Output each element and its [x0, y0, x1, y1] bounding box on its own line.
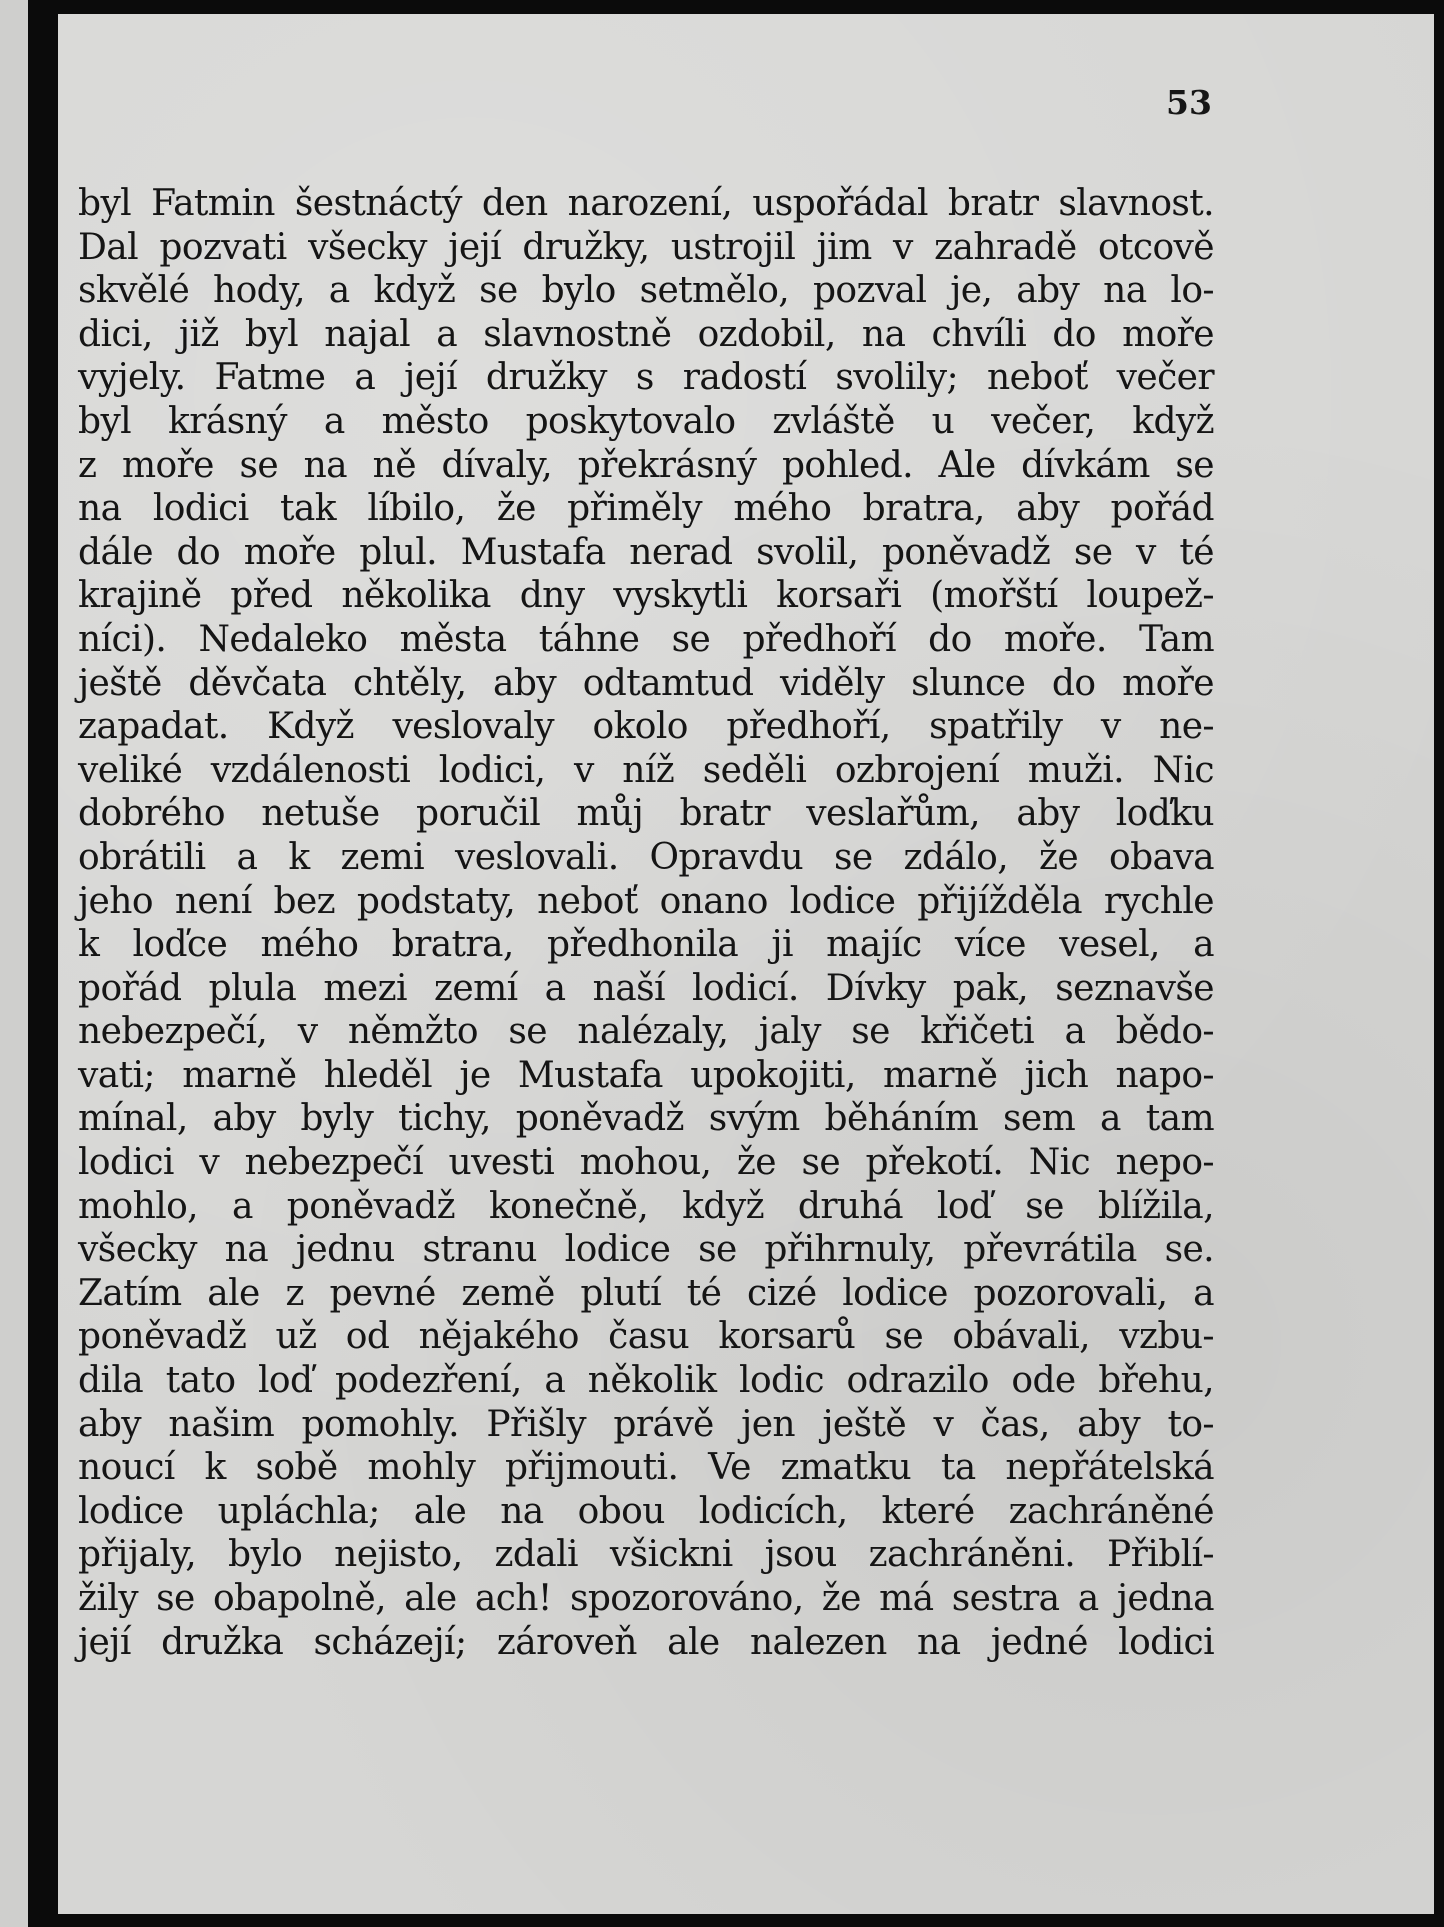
text-line: jeho není bez podstaty, neboť onano lodice přijížděla rychle: [78, 880, 1214, 922]
text-line: lodice upláchla; ale na obou lodicích, které zachráněné: [78, 1490, 1214, 1532]
text-line: dila tato loď podezření, a několik lodic odrazilo ode břehu,: [78, 1360, 1214, 1402]
text-line: mínal, aby byly tichy, poněvadž svým běháním sem a tam: [78, 1098, 1214, 1140]
text-line: Zatím ale z pevné země plutí té cizé lodice pozorovali, a: [78, 1272, 1214, 1314]
text-line: ještě děvčata chtěly, aby odtamtud viděly slunce do moře: [78, 662, 1214, 704]
text-line: na lodici tak líbilo, že přiměly mého bratra, aby pořád: [78, 488, 1214, 530]
text-line: přijaly, bylo nejisto, zdali všickni jsou zachráněni. Přiblí-: [78, 1534, 1214, 1576]
text-line: poněvadž už od nějakého času korsarů se obávali, vzbu-: [78, 1316, 1214, 1358]
text-line: aby našim pomohly. Přišly právě jen ještě v čas, aby to-: [78, 1403, 1214, 1445]
text-line: dici, již byl najal a slavnostně ozdobil, na chvíli do moře: [78, 313, 1214, 355]
book-page: [58, 14, 1434, 1914]
page-number: 53: [1166, 83, 1212, 122]
text-line: skvělé hody, a když se bylo setmělo, pozval je, aby na lo-: [78, 270, 1214, 312]
text-line: krajině před několika dny vyskytli korsaři (mořští loupež-: [78, 575, 1214, 617]
text-line: všecky na jednu stranu lodice se přihrnuly, převrátila se.: [78, 1229, 1214, 1271]
text-line: pořád plula mezi zemí a naší lodicí. Dívky pak, seznavše: [78, 967, 1214, 1009]
text-line: byl krásný a město poskytovalo zvláště u večer, když: [78, 400, 1214, 442]
text-line: žily se obapolně, ale ach! spozorováno, že má sestra a jedna: [78, 1578, 1214, 1619]
text-line: noucí k sobě mohly přijmouti. Ve zmatku ta nepřátelská: [78, 1447, 1214, 1489]
body-text: [78, 182, 1214, 1664]
text-line: její družka scházejí; zároveň ale nalezen na jedné lodici: [78, 1621, 1214, 1663]
text-line: zapadat. Když veslovaly okolo předhoří, spatřily v ne-: [78, 706, 1214, 748]
text-line: obrátili a k zemi veslovali. Opravdu se zdálo, že obava: [78, 836, 1214, 878]
text-line: veliké vzdálenosti lodici, v níž seděli ozbrojení muži. Nic: [78, 749, 1214, 791]
text-line: nebezpečí, v němžto se nalézaly, jaly se křičeti a bědo-: [78, 1011, 1214, 1053]
text-line: níci). Nedaleko města táhne se předhoří do moře. Tam: [78, 618, 1214, 660]
text-line: dále do moře plul. Mustafa nerad svolil, poněvadž se v té: [78, 531, 1214, 573]
text-line: k loďce mého bratra, předhonila ji majíc více vesel, a: [78, 924, 1214, 966]
text-line: vati; marně hleděl je Mustafa upokojiti, marně jich napo-: [78, 1054, 1214, 1096]
text-line: byl Fatmin šestnáctý den narození, uspořádal bratr slavnost.: [78, 183, 1214, 224]
text-line: Dal pozvati všecky její družky, ustrojil jim v zahradě otcově: [78, 226, 1214, 268]
text-line: dobrého netuše poručil můj bratr veslařům, aby loďku: [78, 793, 1214, 835]
text-line: lodici v nebezpečí uvesti mohou, že se překotí. Nic nepo-: [78, 1142, 1214, 1184]
text-line: z moře se na ně dívaly, překrásný pohled. Ale dívkám se: [78, 444, 1214, 486]
facing-page-edge: [0, 0, 28, 1927]
text-line: mohlo, a poněvadž konečně, když druhá loď se blížila,: [78, 1185, 1214, 1227]
text-line: vyjely. Fatme a její družky s radostí svolily; neboť večer: [78, 357, 1214, 399]
